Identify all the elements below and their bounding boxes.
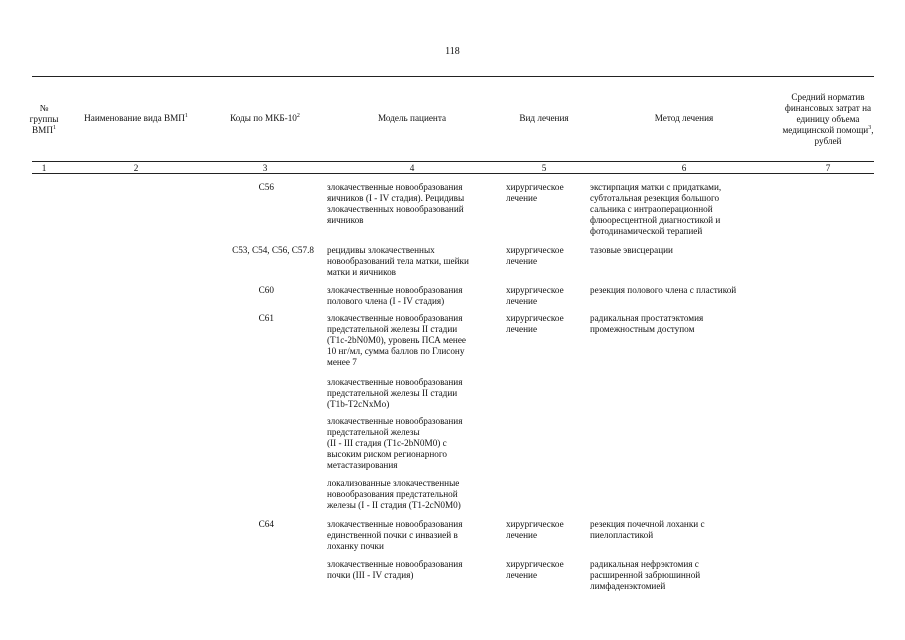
table-row-code: C53, C54, C56, C57.8 [232,245,314,255]
table-row-method: резекция почечной лоханки с пиелопластикой [590,519,705,540]
header-bottom-border [32,161,874,162]
table-row-patient-model: локализованные злокачественные новообразования предстательной железы (I - II стадия (T1-2cN0M0) [327,478,461,510]
table-row-patient-model: рецидивы злокачественных новообразований тела матки, шейки матки и яичников [327,245,469,277]
column-number-2: 2 [133,163,139,173]
header-patient-model: Модель пациента [377,112,447,123]
table-row-treatment-type: хирургическое лечение [506,285,564,306]
table-row-patient-model: злокачественные новообразования единственной почки с инвазией в лоханку почки [327,519,463,551]
table-row-patient-model: злокачественные новообразования предстательной железы II стадии (T1b-T2cNxMo) [327,377,463,409]
table-row-code: C56 [258,182,274,192]
table-row-method: резекция полового члена с пластикой [590,285,737,295]
column-number-7: 7 [825,163,831,173]
table-row-treatment-type: хирургическое лечение [506,313,564,334]
table-row-code: C64 [258,519,274,529]
page-number: 118 [445,46,460,57]
table-row-patient-model: злокачественные новообразования почки (III - IV стадия) [327,559,463,580]
table-row-treatment-type: хирургическое лечение [506,559,564,580]
header-vmp-name: Наименование вида ВМП$^1$ [84,112,188,123]
table-row-method: радикальная простатэктомия промежностным доступом [590,313,704,334]
header-treatment-type: Вид лечения [519,112,569,123]
table-row-patient-model: злокачественные новообразования яичников (I - IV стадия). Рецидивы злокачественных новообразований яичников [327,182,465,225]
column-number-4: 4 [409,163,415,173]
table-row-method: радикальная нефрэктомия с расширенной забрюшинной лимфаденэктомией [590,559,701,591]
header-treatment-method: Метод лечения [654,112,714,123]
column-number-6: 6 [681,163,687,173]
header-cost-norm: Средний норматив финансовых затрат на единицу объема медицинской помощи$^3$, рублей [782,91,874,146]
table-row-code: C61 [258,313,274,323]
table-row-treatment-type: хирургическое лечение [506,245,564,266]
table-row-treatment-type: хирургическое лечение [506,182,564,203]
table-row-patient-model: злокачественные новообразования предстательной железы II стадии (T1c-2bN0M0), уровень ПСА менее 10 нг/мл, сумма баллов по Глисону менее 7 [327,313,466,367]
column-number-3: 3 [262,163,268,173]
table-row-code: C60 [258,285,274,295]
table-row-treatment-type: хирургическое лечение [506,519,564,540]
table-row-method: экстирпация матки с придатками, субтотальная резекция большого сальника с интраоперационной флюоресцентной диагностикой и фотодинамической терапией [590,182,722,236]
table-row-method: тазовые эвисцерации [590,245,673,255]
header-group-number: № группы ВМП$^1$ [29,102,59,135]
header-icd-codes: Коды по МКБ-$10^2$ [230,112,300,123]
table-top-border [32,76,874,77]
table-row-patient-model: злокачественные новообразования полового члена (I - IV стадия) [327,285,463,306]
table-row-patient-model: злокачественные новообразования предстательной железы (II - III стадия (T1c-2bN0M0) с высоким риском регионарного метастазирования [327,416,463,470]
column-number-5: 5 [541,163,547,173]
column-number-1: 1 [41,163,47,173]
